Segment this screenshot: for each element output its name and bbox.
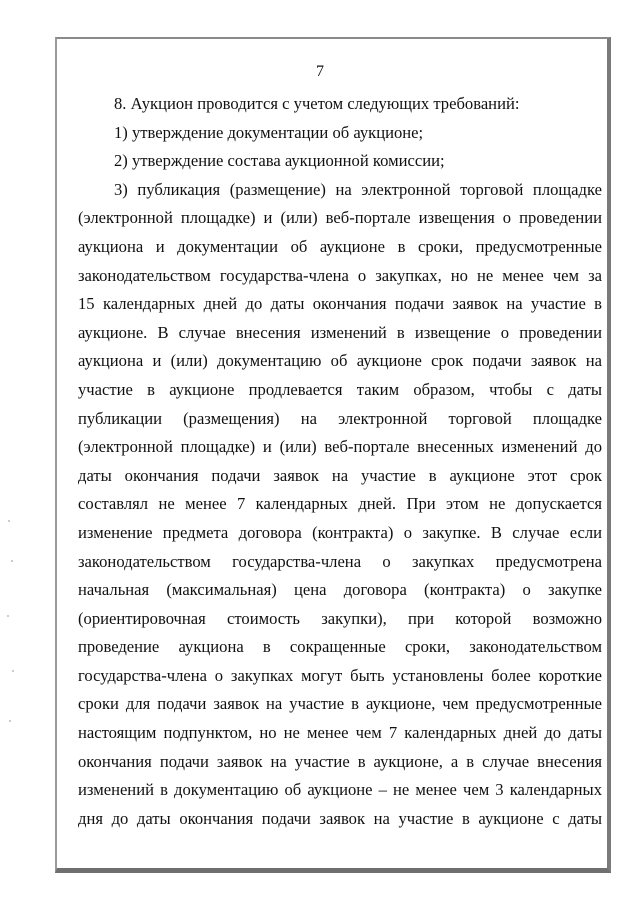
text-line: 15 календарных дней до даты окончания подачи заявок на участие в: [78, 294, 602, 314]
text-line: проведение аукциона в сокращенные сроки, законодательством: [78, 637, 602, 657]
text-line: даты окончания подачи заявок на участие в аукционе этот срок: [78, 465, 602, 485]
document-body: [78, 90, 602, 833]
text-line: сроки для подачи заявок на участие в аукционе, чем предусмотренные: [78, 694, 602, 714]
text-line: составлял не менее 7 календарных дней. При этом не допускается: [78, 494, 602, 514]
text-line: 1) утверждение документации об аукционе;: [114, 122, 424, 142]
text-line: дня до даты окончания подачи заявок на участие в аукционе с даты: [78, 808, 602, 828]
text-line: аукциона и (или) документацию об аукционе срок подачи заявок на: [78, 351, 602, 371]
text-line: публикации (размещения) на электронной торговой площадке: [78, 408, 602, 428]
text-line: законодательством государства-члена о закупках, но не менее чем за: [78, 265, 602, 285]
text-line: (электронной площадке) и (или) веб-портале извещения о проведении: [78, 208, 602, 228]
text-line: 2) утверждение состава аукционной комиссии;: [114, 151, 445, 171]
text-line: аукционе. В случае внесения изменений в извещение о проведении: [78, 322, 602, 342]
text-line: 8. Аукцион проводится с учетом следующих требований:: [114, 94, 520, 113]
text-line: начальная (максимальная) цена договора (контракта) о закупке: [78, 580, 602, 600]
text-line: 3) публикация (размещение) на электронной торговой площадке: [114, 179, 602, 199]
text-line: законодательством государства-члена о закупках предусмотрена: [78, 551, 602, 571]
text-line: участие в аукционе продлевается таким образом, чтобы с даты: [78, 379, 602, 399]
text-line: изменений в документацию об аукционе – не менее чем 3 календарных: [78, 780, 602, 800]
scan-artifacts: [6, 520, 16, 760]
text-line: окончания подачи заявок на участие в аукционе, а в случае внесения: [78, 751, 602, 771]
text-line: (ориентировочная стоимость закупки), при которой возможно: [78, 608, 602, 628]
text-line: настоящим подпунктом, но не менее чем 7 календарных дней до даты: [78, 723, 602, 743]
text-line: (электронной площадке) и (или) веб-портале внесенных изменений до: [78, 437, 602, 457]
page-number: 7: [316, 63, 324, 80]
text-line: аукциона и документации об аукционе в сроки, предусмотренные: [78, 236, 602, 256]
text-line: государства-члена о закупках могут быть установлены более короткие: [78, 665, 602, 685]
text-line: изменение предмета договора (контракта) о закупке. В случае если: [78, 522, 602, 542]
